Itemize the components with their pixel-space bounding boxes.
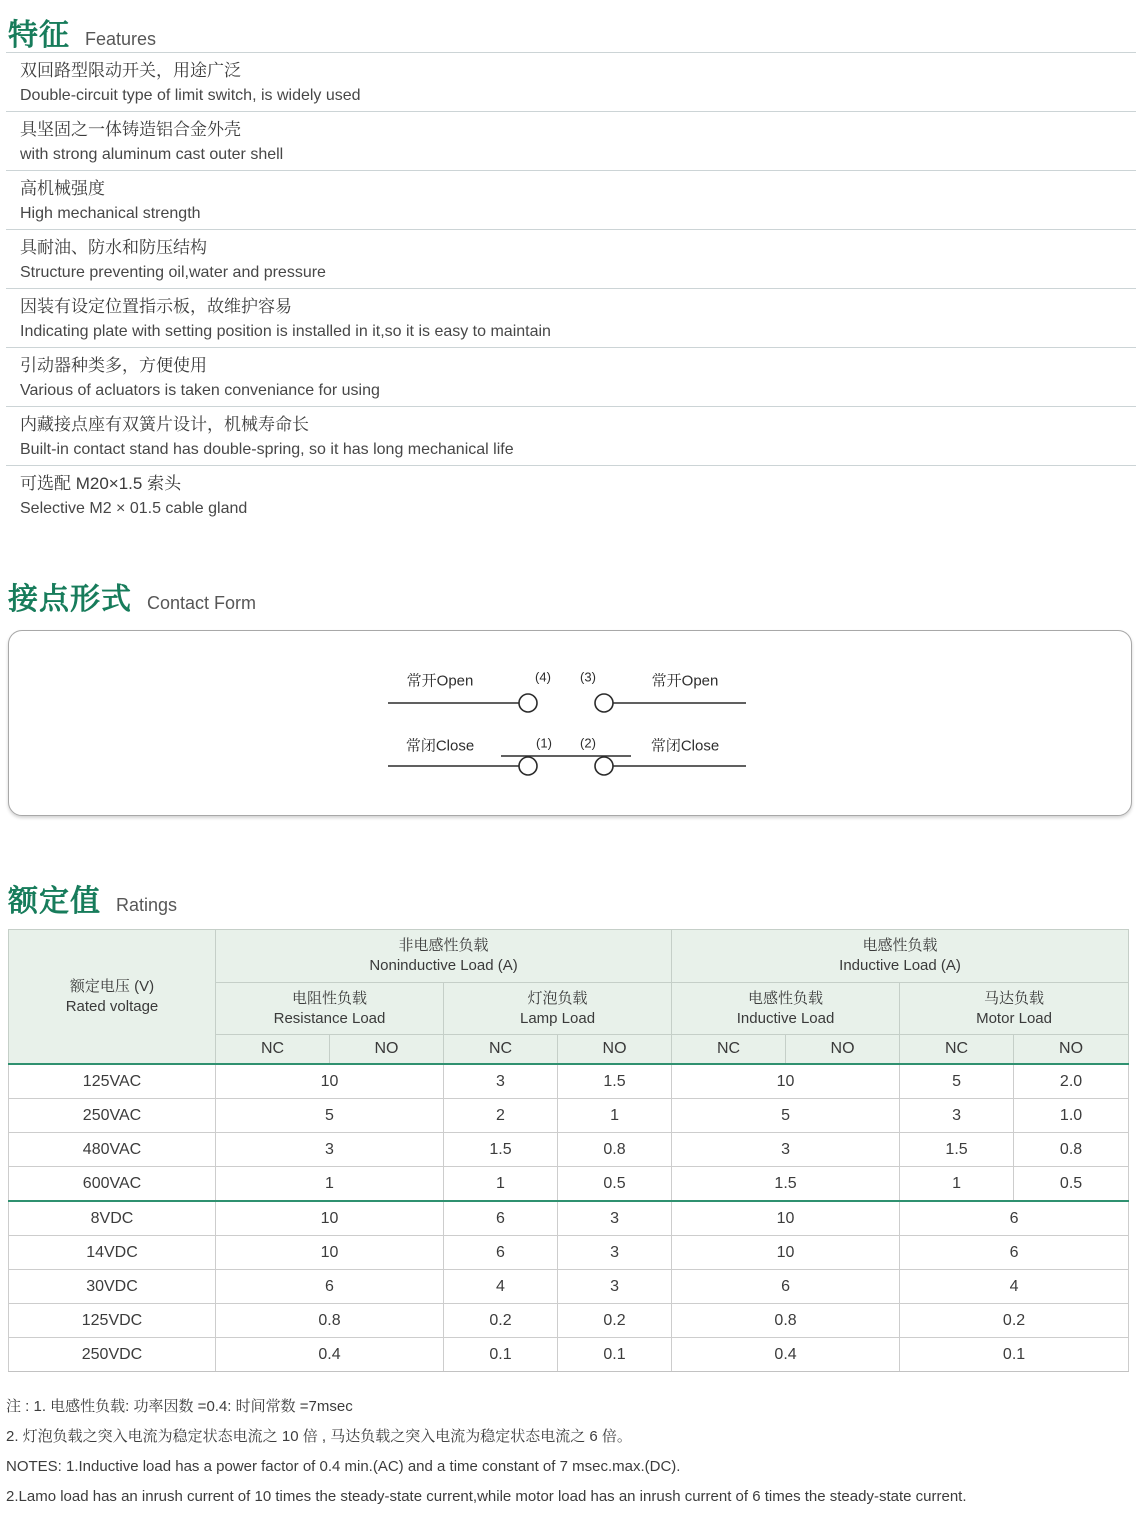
lamp-load-en: Lamp Load [519,1009,596,1027]
voltage-cell: 250VAC [9,1099,216,1133]
contact-form-section-heading [0,574,1140,616]
motor-nc-cell: 5 [900,1064,1014,1099]
lamp-nc-cell: 0.1 [444,1338,558,1372]
voltage-cell: 125VAC [9,1064,216,1099]
terminal-1-label: (1) [536,735,552,751]
inductive-cell: 0.8 [672,1304,900,1338]
terminal-4-label: (4) [535,669,551,685]
motor-load-en: Motor Load [976,1009,1052,1027]
feature-text-en: with strong aluminum cast outer shell [20,146,284,163]
resistance-cell: 6 [216,1270,444,1304]
header-motor-load [900,983,1129,1035]
table-row [9,1304,1129,1338]
nc-header: NC [444,1035,558,1065]
inductive-load-zh: 电感性负载 [748,989,824,1007]
lamp-no-cell: 1 [558,1099,672,1133]
ratings-section-heading [0,876,1140,916]
feature-text-zh: 因装有设定位置指示板，故维护容易 [20,297,292,316]
inductive-cell: 0.4 [672,1338,900,1372]
no-header: NO [1014,1035,1129,1065]
inductive-cell: 10 [672,1064,900,1099]
features-title-zh: 特征 [8,19,70,52]
header-inductive-group [672,930,1129,983]
no-header: NO [330,1035,444,1065]
lamp-nc-cell: 1 [444,1167,558,1202]
motor-no-cell: 1.0 [1014,1099,1129,1133]
resistance-load-en: Resistance Load [273,1009,386,1027]
lamp-no-cell: 1.5 [558,1064,672,1099]
voltage-cell: 480VAC [9,1133,216,1167]
lamp-no-cell: 0.1 [558,1338,672,1372]
header-resistance-load [216,983,444,1035]
contact-circuit-diagram [9,631,1131,815]
lamp-no-cell: 0.2 [558,1304,672,1338]
ratings-table [8,929,1129,1372]
resistance-cell: 10 [216,1201,444,1236]
resistance-cell: 5 [216,1099,444,1133]
note-line: 2. 灯泡负载之突入电流为稳定状态电流之 10 倍 , 马达负载之突入电流为稳定状态电流之 6 倍。 [6,1428,632,1445]
table-row [9,1133,1129,1167]
lamp-no-cell: 3 [558,1270,672,1304]
contact-form-box [8,630,1132,816]
feature-text-zh: 具耐油、防水和防压结构 [20,238,207,257]
feature-text-zh: 内藏接点座有双簧片设计，机械寿命长 [20,415,309,434]
feature-text-zh: 可选配 M20×1.5 索头 [20,474,182,493]
resistance-load-zh: 电阻性负载 [291,989,367,1007]
lamp-no-cell: 3 [558,1236,672,1270]
motor-nc-cell: 1.5 [900,1133,1014,1167]
motor-no-cell: 2.0 [1014,1064,1129,1099]
table-row [9,1201,1129,1236]
lamp-no-cell: 3 [558,1201,672,1236]
feature-text-zh: 引动器种类多，方便使用 [20,356,207,375]
feature-item [6,52,1136,111]
inductive-load-en: Inductive Load [736,1009,835,1027]
lamp-nc-cell: 0.2 [444,1304,558,1338]
lamp-no-cell: 0.5 [558,1167,672,1202]
motor-nc-cell: 3 [900,1099,1014,1133]
voltage-cell: 125VDC [9,1304,216,1338]
header-lamp-load [444,983,672,1035]
feature-text-en: High mechanical strength [20,205,201,222]
lamp-nc-cell: 3 [444,1064,558,1099]
ratings-title-en: Ratings [116,895,178,915]
table-row [9,1270,1129,1304]
table-row [9,1236,1129,1270]
notes-block [0,1392,1140,1512]
inductive-cell: 10 [672,1201,900,1236]
motor-no-cell: 0.5 [1014,1167,1129,1202]
inductive-group-zh: 电感性负载 [862,937,938,954]
terminal-3-label: (3) [580,669,596,685]
voltage-cell: 250VDC [9,1338,216,1372]
feature-text-en: Selective M2 × 01.5 cable gland [20,500,248,517]
feature-text-zh: 具坚固之一体铸造铝合金外壳 [20,120,241,139]
inductive-cell: 1.5 [672,1167,900,1202]
motor-cell: 6 [900,1201,1129,1236]
inductive-cell: 10 [672,1236,900,1270]
inductive-cell: 5 [672,1099,900,1133]
resistance-cell: 3 [216,1133,444,1167]
voltage-cell: 8VDC [9,1201,216,1236]
resistance-cell: 0.8 [216,1304,444,1338]
voltage-cell: 14VDC [9,1236,216,1270]
feature-item [6,406,1136,465]
lamp-nc-cell: 1.5 [444,1133,558,1167]
contact-form-title-en: Contact Form [147,593,257,613]
resistance-cell: 0.4 [216,1338,444,1372]
feature-text-en: Double-circuit type of limit switch, is widely used [20,87,361,104]
open-label-right: 常开Open [651,672,719,690]
feature-item [6,465,1136,524]
noninductive-group-zh: 非电感性负载 [398,937,489,954]
lamp-nc-cell: 6 [444,1201,558,1236]
rated-voltage-zh: 额定电压 (V) [69,977,155,995]
noninductive-group-en: Noninductive Load (A) [369,957,518,974]
resistance-cell: 1 [216,1167,444,1202]
inductive-group-en: Inductive Load (A) [839,957,961,974]
table-row [9,1338,1129,1372]
nc-header: NC [672,1035,786,1065]
no-header: NO [558,1035,672,1065]
close-label-right: 常闭Close [650,737,720,755]
features-section-heading [0,0,1140,52]
open-label-left: 常开Open [406,672,474,690]
table-row [9,1099,1129,1133]
note-line: 2.Lamo load has an inrush current of 10 times the steady-state current,while motor load has an inrush current of 6 times the steady-state current. [6,1488,967,1505]
header-noninductive-group [216,930,672,983]
features-list [0,52,1140,524]
lamp-nc-cell: 4 [444,1270,558,1304]
lamp-nc-cell: 6 [444,1236,558,1270]
feature-text-en: Built-in contact stand has double-spring, so it has long mechanical life [20,441,514,458]
feature-text-zh: 双回路型限动开关，用途广泛 [20,61,241,80]
motor-load-zh: 马达负载 [984,989,1045,1007]
inductive-cell: 3 [672,1133,900,1167]
motor-nc-cell: 1 [900,1167,1014,1202]
ratings-title-zh: 额定值 [8,885,101,918]
motor-cell: 0.2 [900,1304,1129,1338]
features-title-en: Features [85,29,157,49]
note-line: 注 : 1. 电感性负载: 功率因数 =0.4: 时间常数 =7msec [6,1398,353,1415]
feature-item [6,229,1136,288]
nc-header: NC [900,1035,1014,1065]
motor-cell: 4 [900,1270,1129,1304]
close-label-left: 常闭Close [405,737,475,755]
table-row [9,1167,1129,1202]
feature-item [6,111,1136,170]
rated-voltage-en: Rated voltage [65,997,159,1015]
terminal-2-label: (2) [580,735,596,751]
header-inductive-load [672,983,900,1035]
note-line: NOTES: 1.Inductive load has a power factor of 0.4 min.(AC) and a time constant of 7 msec.max.(DC). [6,1458,681,1475]
feature-item [6,288,1136,347]
header-row-groups [9,930,1129,983]
nc-header: NC [216,1035,330,1065]
inductive-cell: 6 [672,1270,900,1304]
header-rated-voltage [9,930,216,1065]
voltage-cell: 30VDC [9,1270,216,1304]
feature-text-en: Indicating plate with setting position is installed in it,so it is easy to maintain [20,323,551,340]
feature-text-en: Structure preventing oil,water and pressure [20,264,326,281]
feature-text-zh: 高机械强度 [20,179,105,198]
voltage-cell: 600VAC [9,1167,216,1202]
feature-text-en: Various of acluators is taken conveniance for using [20,382,380,399]
motor-cell: 6 [900,1236,1129,1270]
motor-cell: 0.1 [900,1338,1129,1372]
lamp-load-zh: 灯泡负载 [527,989,588,1007]
feature-item [6,347,1136,406]
contact-form-title-zh: 接点形式 [8,583,132,616]
motor-no-cell: 0.8 [1014,1133,1129,1167]
resistance-cell: 10 [216,1236,444,1270]
lamp-no-cell: 0.8 [558,1133,672,1167]
table-row [9,1064,1129,1099]
no-header: NO [786,1035,900,1065]
lamp-nc-cell: 2 [444,1099,558,1133]
feature-item [6,170,1136,229]
resistance-cell: 10 [216,1064,444,1099]
